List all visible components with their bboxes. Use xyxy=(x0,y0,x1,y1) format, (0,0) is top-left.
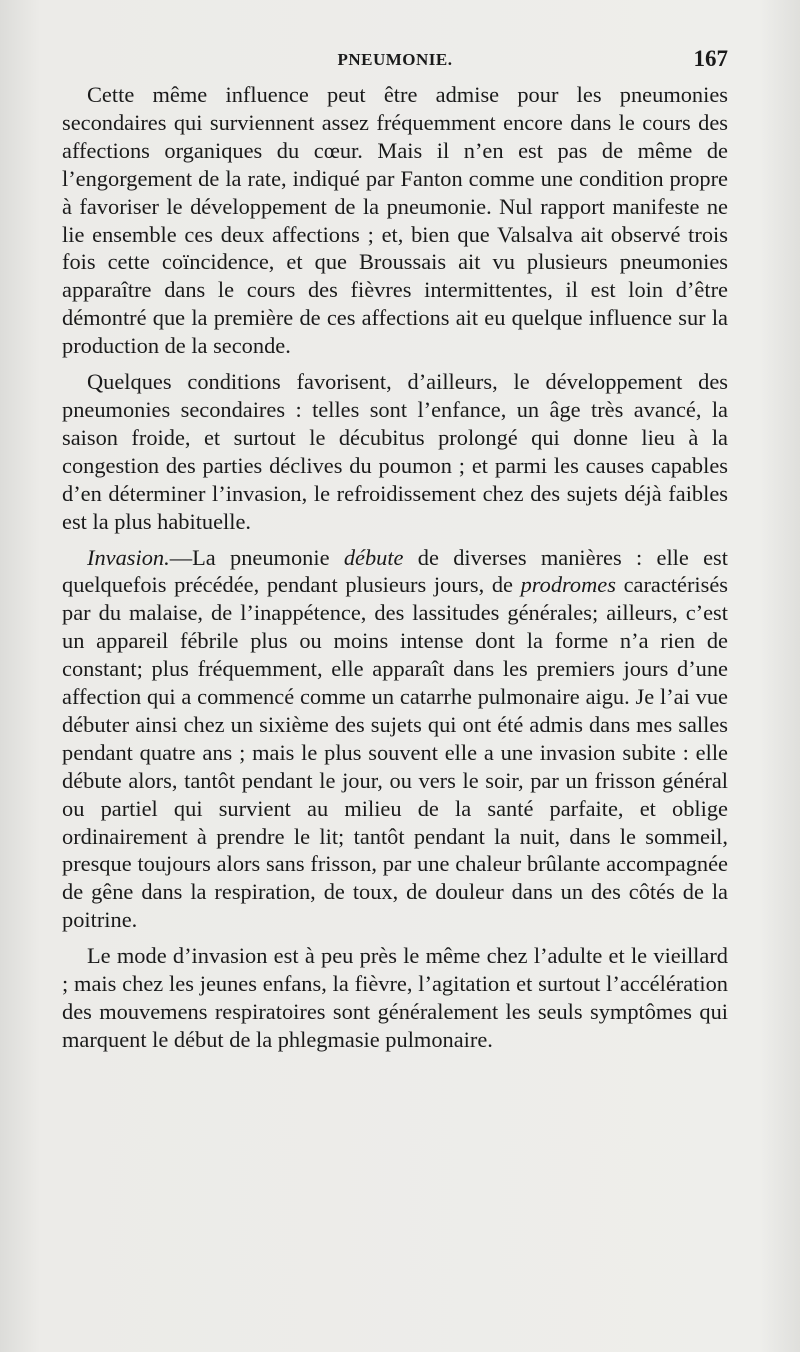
running-head: PNEUMONIE. xyxy=(337,50,453,69)
page-header xyxy=(62,46,728,76)
page-number: 167 xyxy=(693,46,728,71)
emphasis-debute: débute xyxy=(343,544,404,570)
body-text xyxy=(62,81,728,1054)
paragraph-invasion xyxy=(62,544,728,935)
paragraph-favoring-conditions: Quelques conditions favorisent, d’ailleurs, le développement des pneumonies secondaires : telles sont l’enfance, un âge très avancé, la saison froide, et surtout le décubitus prolongé qui donne lieu à la congestion des parties déclives du poumon ; et parmi les causes capables d’en déterminer l’invasion, le refroidissement chez des sujets déjà faibles est la plus habituelle. xyxy=(62,369,728,534)
invasion-text-c: caractérisés par du malaise, de l’inappétence, des lassitudes générales; ailleurs, c’est un appareil fébrile plus ou moins intense dont la forme n’a rien de constant; plus fréquemment, elle apparaît dans les premiers jours d’une affection qui a commencé comme un catarrhe pulmonaire aigu. Je l’ai vue débuter ainsi chez un sixième des sujets qui ont été admis dans mes salles pendant quatre ans ; mais le plus souvent elle a une invasion subite : elle débute alors, tantôt pendant le jour, ou vers le soir, par un frisson général ou partiel qui survient au milieu de la santé parfaite, et oblige ordinairement à prendre le lit; tantôt pendant la nuit, dans le sommeil, presque toujours alors sans frisson, par une chaleur brûlante accompagnée de gêne dans la respiration, de toux, de douleur dans un des côtés de la poitrine. xyxy=(62,572,728,933)
invasion-text-a: —La pneumonie xyxy=(169,544,344,570)
paragraph-age-differences: Le mode d’invasion est à peu près le même chez l’adulte et le vieillard ; mais chez les jeunes enfans, la fièvre, l’agitation et surtout l’accélération des mouvemens respiratoires sont généralement les seuls symptômes qui marquent le début de la phlegmasie pulmonaire. xyxy=(62,943,728,1052)
paragraph-heart-spleen: Cette même influence peut être admise pour les pneumonies secondaires qui surviennent assez fréquemment encore dans le cours des affections organiques du cœur. Mais il n’en est pas de même de l’engorgement de la rate, indiqué par Fanton comme une condition propre à favoriser le développement de la pneumonie. Nul rapport manifeste ne lie ensemble ces deux affections ; et, bien que Valsalva ait observé trois fois cette coïncidence, et que Broussais ait vu plusieurs pneumonies apparaître dans le cours des fièvres intermittentes, il est loin d’être démontré que la première de ces affections ait eu quelque influence sur la production de la seconde. xyxy=(62,82,728,359)
invasion-text-b: de diverses manières : elle est quelquefois précédée, pendant plusieurs jours, de xyxy=(62,544,728,598)
emphasis-prodromes: prodromes xyxy=(520,572,616,598)
section-heading-invasion: Invasion. xyxy=(87,544,170,570)
